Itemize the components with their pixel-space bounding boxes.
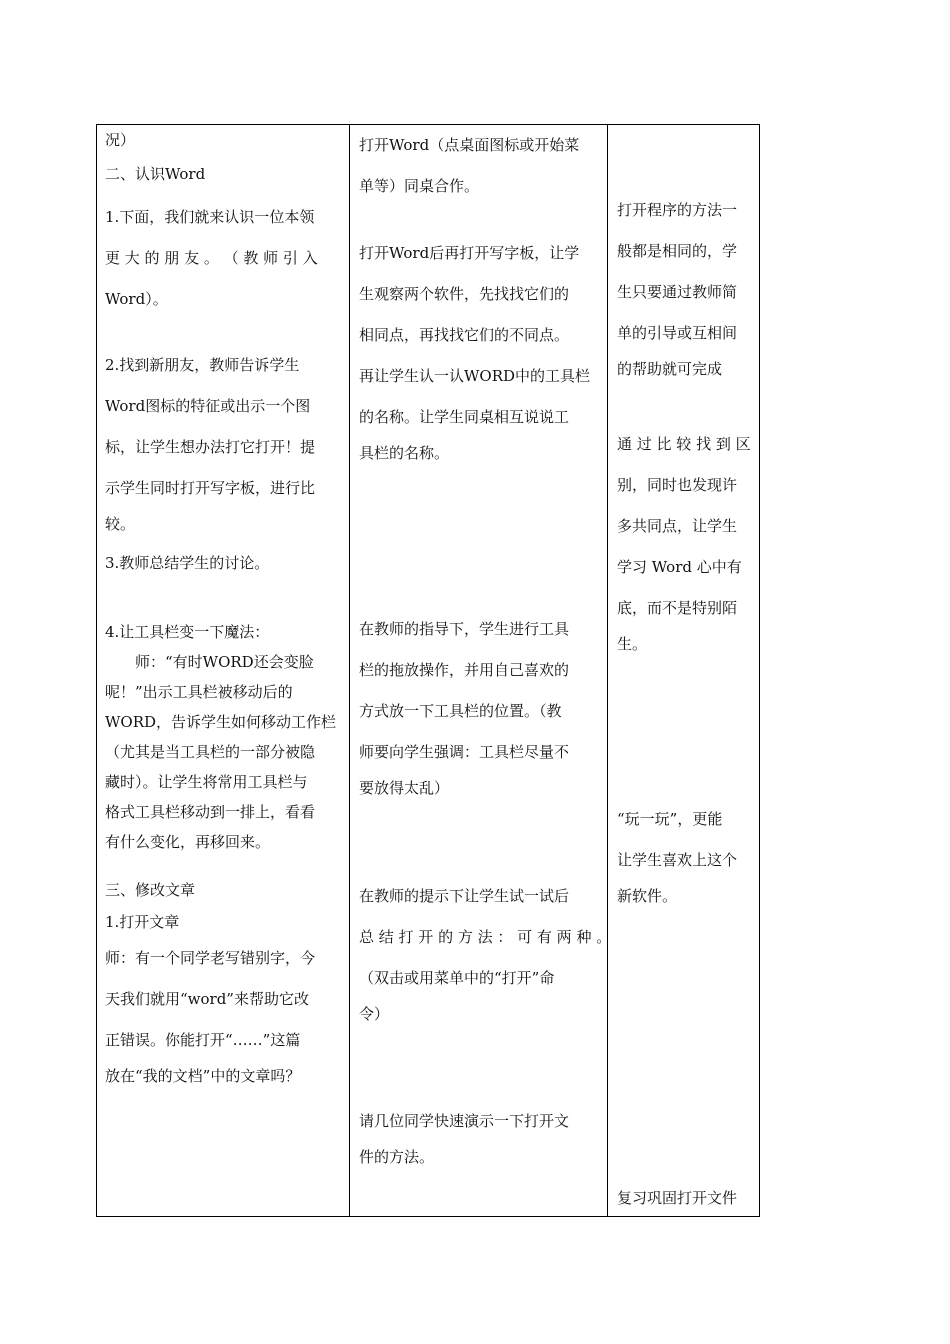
text-line: 示学生同时打开写字板，进行比 [105,479,316,497]
paragraph [105,647,336,857]
text-line: 4.让工具栏变一下魔法： [105,623,270,641]
text-line: 正错误。你能打开“……”这篇 [105,1031,301,1049]
text-line: 打开Word后再打开写字板，让学 [359,244,580,262]
text-line: 打开程序的方法一 [617,201,738,219]
section-heading: 三、修改文章 [105,881,196,899]
text-line: 放在“我的文档”中的文章吗？ [105,1067,301,1085]
column-divider [349,125,350,1216]
column-divider [607,125,608,1216]
paragraph [105,345,315,539]
text-line: 别，同时也发现许 [617,476,738,494]
text-line: 学习 Word 心中有 [617,558,742,576]
text-line: 打开Word（点桌面图标或开始菜 [359,136,580,154]
text-line: 底，而不是特别陌 [617,599,738,617]
text-line: 格式工具栏移动到一排上，看看 [105,803,316,821]
text-line: 栏的拖放操作，并用自己喜欢的 [359,661,570,679]
text-line: 3.教师总结学生的讨论。 [105,554,270,572]
paragraph [359,876,611,1029]
text-line: 标，让学生想办法打它打开！提 [105,438,316,456]
text-line: 呢！”出示工具栏被移动后的 [105,683,293,701]
text-line: “玩一玩”，更能 [617,810,723,828]
text-line: 相同点，再找找它们的不同点。 [359,326,570,344]
text-line: 在教师的指导下，学生进行工具 [359,620,570,638]
text-line: 生只要通过教师简 [617,283,738,301]
paragraph [359,233,590,468]
text-line: 1.下面，我们就来认识一位本领 [105,208,315,226]
text-line: 复习巩固打开文件 [617,1189,738,1207]
text-line: 师要向学生强调：工具栏尽量不 [359,743,570,761]
text-line: 让学生喜欢上这个 [617,851,738,869]
paragraph [359,1101,569,1172]
text-line: 较。 [105,515,136,533]
text-line: 件的方法。 [359,1148,435,1166]
text-line: 多共同点，让学生 [617,517,738,535]
text-line: 天我们就用“word”来帮助它改 [105,990,309,1008]
text-line: 通 过 比 较 找 到 区 [617,435,751,453]
text-line: 师：“有时WORD还会变脸 [105,653,314,671]
text-line: 具栏的名称。 [359,444,450,462]
text-line: 2.找到新朋友，教师告诉学生 [105,356,300,374]
paragraph [617,190,737,384]
text-line: 师：有一个同学老写错别字，今 [105,949,316,967]
paragraph [105,197,339,320]
paragraph [105,938,315,1091]
text-line: 再让学生认一认WORD中的工具栏 [359,367,591,385]
text-line: 要放得太乱） [359,779,450,797]
text-line: 更 大 的 朋 友 。 （ 教 师 引 入 [105,249,318,267]
text-line: 生观察两个软件，先找找它们的 [359,285,570,303]
text-line: 的帮助就可完成 [617,360,723,378]
text-line: Word）。 [105,290,168,308]
text-line: （尤其是当工具栏的一部分被隐 [105,743,316,761]
text-line: 况） [105,131,136,149]
text-line: 的名称。让学生同桌相互说说工 [359,408,570,426]
text-line: 在教师的提示下让学生试一试后 [359,887,570,905]
text-line: 单等）同桌合作。 [359,177,480,195]
paragraph [359,125,579,207]
text-line: 方式放一下工具栏的位置。（教 [359,702,562,720]
text-line: 新软件。 [617,887,678,905]
text-line: 总 结 打 开 的 方 法 ： 可 有 两 种 。 [359,928,612,946]
text-line: 1.打开文章 [105,913,180,931]
text-line: 令） [359,1005,390,1023]
paragraph [617,424,751,659]
text-line: 藏时）。让学生将常用工具栏与 [105,773,308,791]
text-line: 般都是相同的，学 [617,242,738,260]
text-line: 单的引导或互相间 [617,324,738,342]
text-line: 生。 [617,635,648,653]
paragraph [359,609,569,803]
paragraph [617,799,737,911]
lesson-plan-table [96,124,760,1217]
text-line: WORD，告诉学生如何移动工作栏 [105,713,337,731]
text-line: 有什么变化，再移回来。 [105,833,271,851]
section-heading: 二、认识Word [105,165,206,183]
text-line: （双击或用菜单中的“打开”命 [359,969,555,987]
text-line: 请几位同学快速演示一下打开文 [359,1112,570,1130]
text-line: Word图标的特征或出示一个图 [105,397,311,415]
